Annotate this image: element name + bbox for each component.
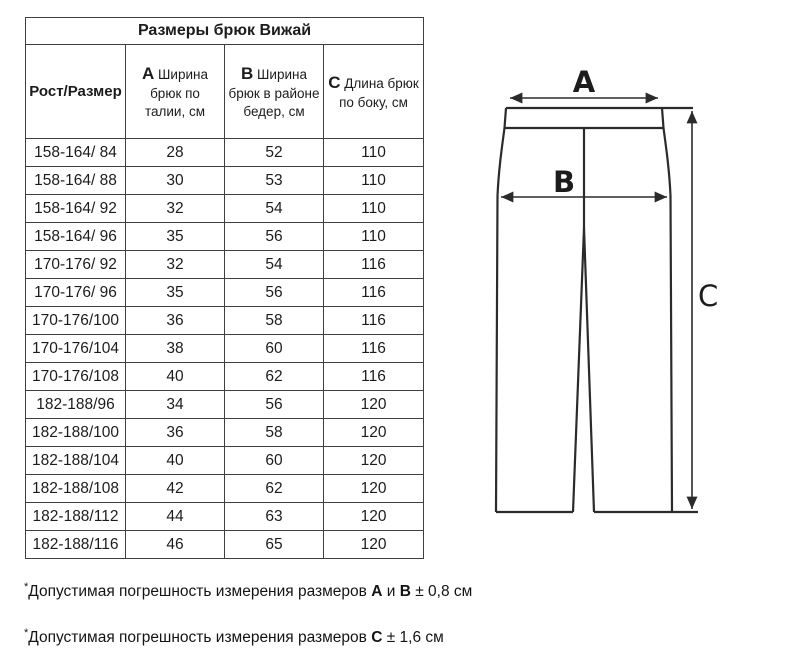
row-size: 170-176/104 bbox=[26, 335, 126, 363]
right-leg-outline bbox=[664, 128, 673, 512]
col-b-label: Ширина брюк в районе бедер, см bbox=[228, 66, 320, 119]
table-row bbox=[26, 391, 424, 419]
left-leg-outline bbox=[496, 128, 505, 512]
value-b: 58 bbox=[225, 307, 324, 335]
footnote-letter-b: B bbox=[399, 582, 411, 600]
value-c: 116 bbox=[324, 251, 424, 279]
value-a: 36 bbox=[126, 307, 225, 335]
value-b: 63 bbox=[225, 503, 324, 531]
row-size: 182-188/104 bbox=[26, 447, 126, 475]
footnote-letter-a: A bbox=[371, 582, 383, 600]
row-size: 182-188/100 bbox=[26, 419, 126, 447]
trousers-diagram bbox=[460, 50, 800, 530]
value-c: 120 bbox=[324, 391, 424, 419]
table-title: Размеры брюк Вижай bbox=[26, 18, 424, 45]
value-b: 62 bbox=[225, 363, 324, 391]
value-a: 35 bbox=[126, 279, 225, 307]
table-row bbox=[26, 279, 424, 307]
col-header-b bbox=[225, 45, 324, 139]
value-a: 34 bbox=[126, 391, 225, 419]
footnote-star: * bbox=[24, 626, 29, 639]
row-size: 170-176/108 bbox=[26, 363, 126, 391]
row-size: 182-188/96 bbox=[26, 391, 126, 419]
table-row bbox=[26, 363, 424, 391]
row-size: 170-176/100 bbox=[26, 307, 126, 335]
value-a: 38 bbox=[126, 335, 225, 363]
inner-left-leg bbox=[573, 228, 584, 512]
row-size: 158-164/ 96 bbox=[26, 223, 126, 251]
col-header-c bbox=[324, 45, 424, 139]
col-b-letter: B bbox=[241, 63, 254, 83]
value-a: 40 bbox=[126, 447, 225, 475]
footnote-letter-c: C bbox=[371, 628, 383, 646]
value-b: 62 bbox=[225, 475, 324, 503]
value-b: 53 bbox=[225, 167, 324, 195]
table-head bbox=[26, 18, 424, 139]
value-a: 36 bbox=[126, 419, 225, 447]
value-c: 120 bbox=[324, 503, 424, 531]
waistband bbox=[505, 108, 664, 128]
table-row bbox=[26, 335, 424, 363]
table-row bbox=[26, 307, 424, 335]
value-b: 58 bbox=[225, 419, 324, 447]
row-size: 182-188/108 bbox=[26, 475, 126, 503]
col-header-a bbox=[126, 45, 225, 139]
footnote-tolerance-ab bbox=[24, 580, 473, 601]
measurement-arrows bbox=[501, 98, 692, 509]
row-size: 158-164/ 88 bbox=[26, 167, 126, 195]
value-a: 30 bbox=[126, 167, 225, 195]
value-a: 32 bbox=[126, 195, 225, 223]
value-a: 35 bbox=[126, 223, 225, 251]
table-row bbox=[26, 223, 424, 251]
diagram-label-b: B bbox=[552, 165, 576, 199]
value-c: 110 bbox=[324, 139, 424, 167]
footnote-star: * bbox=[24, 580, 29, 593]
value-c: 110 bbox=[324, 195, 424, 223]
inner-right-leg bbox=[584, 228, 594, 512]
value-b: 56 bbox=[225, 391, 324, 419]
table-body bbox=[26, 139, 424, 559]
value-a: 46 bbox=[126, 531, 225, 559]
table-row bbox=[26, 503, 424, 531]
table-row bbox=[26, 475, 424, 503]
col-c-letter: C bbox=[328, 72, 341, 92]
value-c: 116 bbox=[324, 307, 424, 335]
diagram-label-c: C bbox=[698, 279, 719, 313]
value-b: 60 bbox=[225, 335, 324, 363]
value-a: 28 bbox=[126, 139, 225, 167]
col-a-letter: A bbox=[142, 63, 155, 83]
row-size: 182-188/116 bbox=[26, 531, 126, 559]
size-table bbox=[25, 17, 424, 559]
table-row bbox=[26, 531, 424, 559]
table-row bbox=[26, 419, 424, 447]
footnote-value: ± 1,6 см bbox=[382, 628, 444, 646]
value-b: 54 bbox=[225, 195, 324, 223]
pants-outline bbox=[496, 108, 698, 512]
value-a: 42 bbox=[126, 475, 225, 503]
footnote-value: ± 0,8 см bbox=[410, 582, 473, 600]
row-size: 170-176/ 96 bbox=[26, 279, 126, 307]
value-c: 120 bbox=[324, 475, 424, 503]
table-row bbox=[26, 167, 424, 195]
row-size: 158-164/ 92 bbox=[26, 195, 126, 223]
value-a: 44 bbox=[126, 503, 225, 531]
col-header-size: Рост/Размер bbox=[26, 45, 126, 139]
value-b: 56 bbox=[225, 279, 324, 307]
col-c-label: Длина брюк по боку, см bbox=[339, 75, 419, 110]
row-size: 170-176/ 92 bbox=[26, 251, 126, 279]
col-a-label: Ширина брюк по талии, см bbox=[144, 66, 208, 119]
row-size: 182-188/112 bbox=[26, 503, 126, 531]
footnote-text: Допустимая погрешность измерения размеров bbox=[28, 582, 372, 600]
table-row bbox=[26, 251, 424, 279]
value-b: 52 bbox=[225, 139, 324, 167]
value-b: 54 bbox=[225, 251, 324, 279]
table-title-row bbox=[26, 18, 424, 45]
value-a: 40 bbox=[126, 363, 225, 391]
table-row bbox=[26, 195, 424, 223]
value-c: 110 bbox=[324, 223, 424, 251]
value-a: 32 bbox=[126, 251, 225, 279]
value-b: 56 bbox=[225, 223, 324, 251]
footnote-and: и bbox=[382, 582, 400, 600]
table-header-row bbox=[26, 45, 424, 139]
diagram-label-a: A bbox=[572, 65, 596, 99]
value-c: 116 bbox=[324, 335, 424, 363]
footnote-tolerance-c bbox=[24, 626, 444, 647]
value-c: 120 bbox=[324, 531, 424, 559]
value-c: 120 bbox=[324, 447, 424, 475]
value-c: 110 bbox=[324, 167, 424, 195]
table-row bbox=[26, 139, 424, 167]
value-b: 60 bbox=[225, 447, 324, 475]
value-b: 65 bbox=[225, 531, 324, 559]
footnote-text: Допустимая погрешность измерения размеров bbox=[28, 628, 372, 646]
row-size: 158-164/ 84 bbox=[26, 139, 126, 167]
table-row bbox=[26, 447, 424, 475]
value-c: 120 bbox=[324, 419, 424, 447]
value-c: 116 bbox=[324, 363, 424, 391]
value-c: 116 bbox=[324, 279, 424, 307]
